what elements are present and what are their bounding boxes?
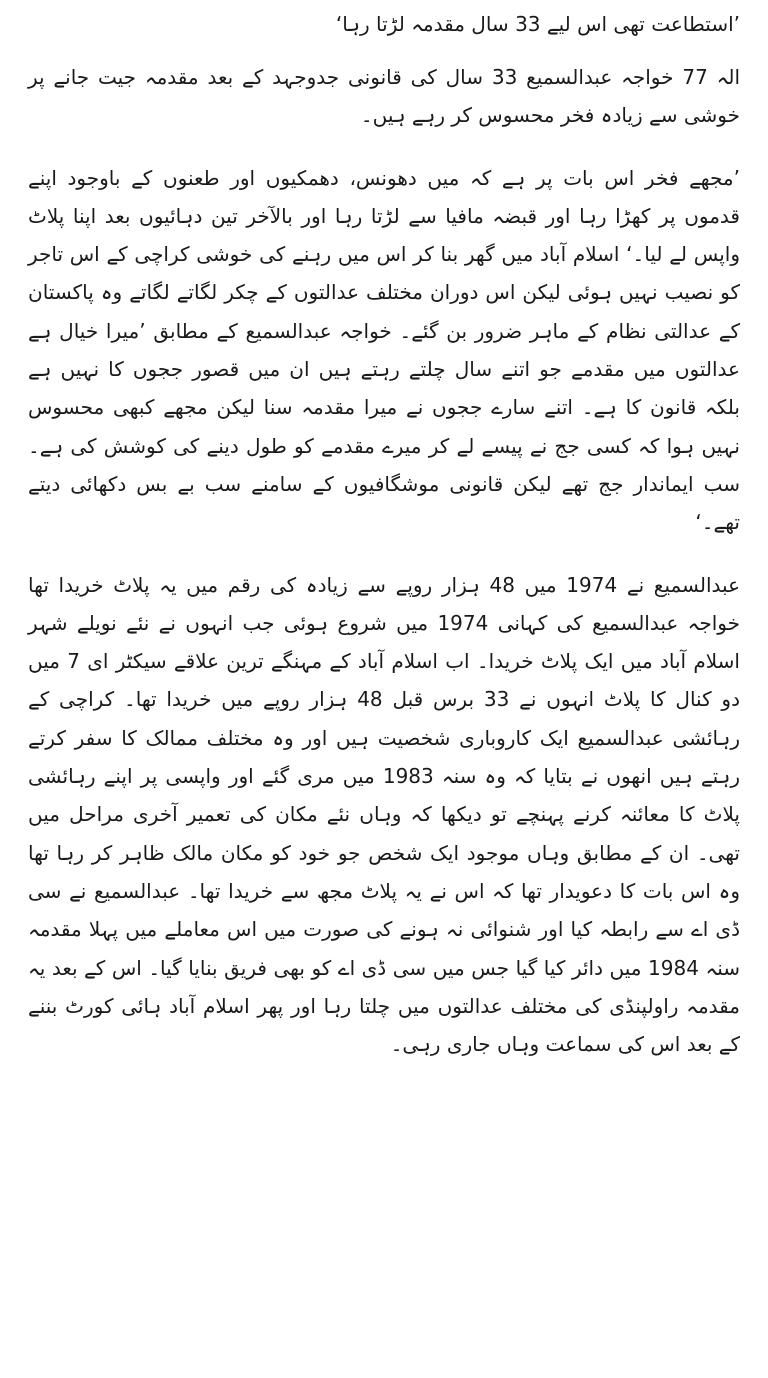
- article-paragraph-intro: الہ 77 خواجہ عبدالسمیع 33 سال کی قانونی جدوجہد کے بعد مقدمہ جیت جانے پر خوشی سے زیادہ فخر محسوس کر رہے ہیں۔: [28, 65, 740, 128]
- article-paragraph-quote: ’مجھے فخر اس بات پر ہے کہ میں دھونس، دھمکیوں اور طعنوں کے باوجود اپنے قدموں پر کھڑا رہا اور قبضہ مافیا سے لڑتا رہا اور بالآخر تین دہائیوں بعد اپنا پلاٹ واپس لے لیا۔‘ اسلام آباد میں گھر بنا کر اس میں رہنے کی خوشی کراچی کے اس تاجر کو نصیب نہیں ہوئی لیکن اس دوران مختلف عدالتوں کے چکر لگاتے لگاتے وہ پاکستان کے عدالتی نظام کے ماہر ضرور بن گئے۔ خواجہ عبدالسمیع کے مطابق ’میرا خیال ہے عدالتوں میں مقدمے جو اتنے سال چلتے رہتے ہیں ان میں قصور ججوں کا نہیں ہے بلکہ قانون کا ہے۔ اتنے سارے ججوں نے میرا مقدمہ سنا لیکن مجھے کبھی محسوس نہیں ہوا کہ کسی جج نے پیسے لے کر میرے مقدمے کو طول دینے کی کوشش کی ہے۔ سب ایماندار جج تھے لیکن قانونی موشگافیوں کے سامنے سب بے بس دکھائی دیتے تھے۔‘: [28, 165, 740, 535]
- article-paragraph-story: عبدالسمیع نے 1974 میں 48 ہزار روپے سے زیادہ کی رقم میں یہ پلاٹ خریدا تھا خواجہ عبدالسمیع کی کہانی 1974 میں شروع ہوئی جب انہوں نے نئے نویلے شہر اسلام آباد میں ایک پلاٹ خریدا۔ اب اسلام آباد کے مہنگے ترین علاقے سیکٹر ای 7 میں دو کنال کا پلاٹ انہوں نے 33 برس قبل 48 ہزار روپے میں خریدا تھا۔ کراچی کے رہائشی عبدالسمیع ایک کاروباری شخصیت ہیں اور وہ مختلف ممالک کا سفر کرتے رہتے ہیں انھوں نے بتایا کہ وہ سنہ 1983 میں مری گئے اور واپسی پر اپنے رہائشی پلاٹ کا معائنہ کرنے پہنچے تو دیکھا کہ وہاں نئے مکان کی تعمیر آخری مراحل میں تھی۔ ان کے مطابق وہاں موجود ایک شخص جو خود کو مکان مالک ظاہر کر رہا تھا وہ اس بات کا دعویدار تھا کہ اس نے یہ پلاٹ مجھ سے خریدا تھا۔ عبدالسمیع نے سی ڈی اے سے رابطہ کیا اور شنوائی نہ ہونے کی صورت میں اس معاملے میں پہلا مقدمہ سنہ 1984 میں دائر کیا گیا جس میں سی ڈی اے کو بھی فریق بنایا گیا۔ اس کے بعد یہ مقدمہ راولپنڈی کی مختلف عدالتوں میں چلتا رہا اور پھر اسلام آباد ہائی کورٹ بننے کے بعد اس کی سماعت وہاں جاری رہی۔: [28, 572, 741, 1057]
- article-headline: ’استطاعت تھی اس لیے 33 سال مقدمہ لڑتا رہا‘: [335, 12, 740, 36]
